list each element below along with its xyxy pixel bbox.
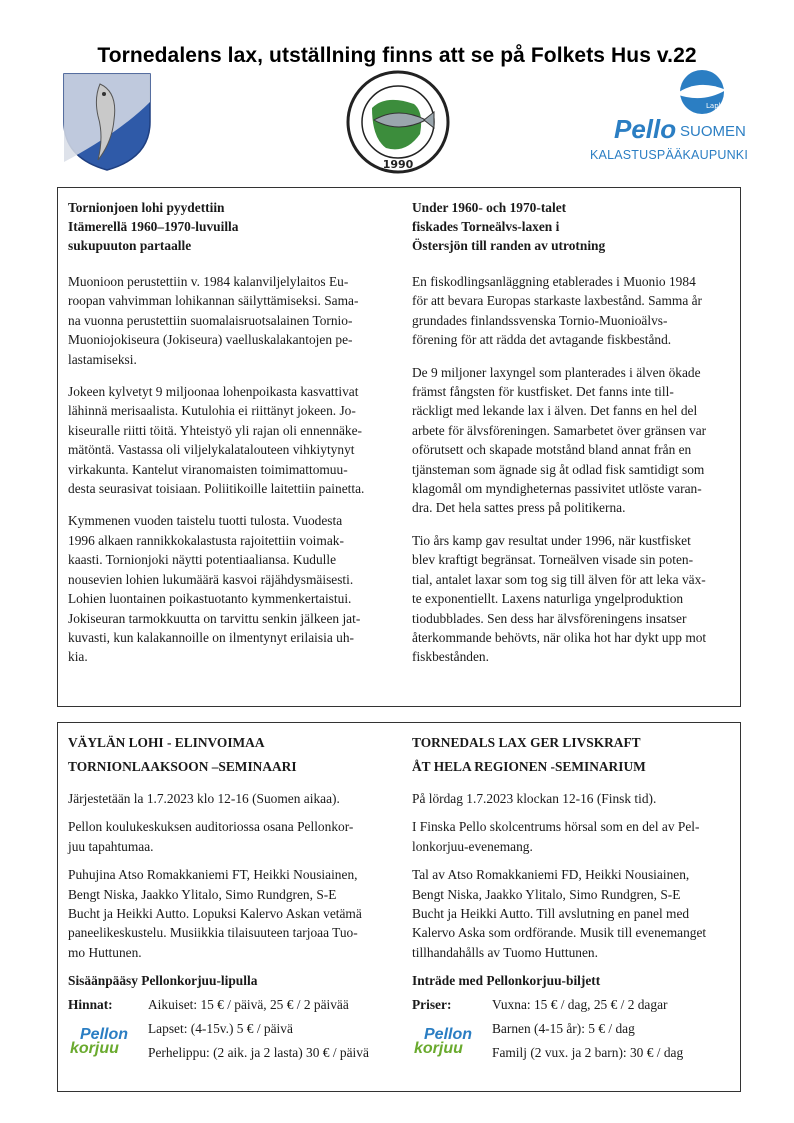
pellonkorjuu-logo: Pellon korjuu	[414, 1025, 473, 1057]
price-family: Familj (2 vux. ja 2 barn): 30 € / dag	[492, 1044, 684, 1060]
paragraph: En fiskodlingsanläggning etablerades i Muonio 1984 för att bevara Europas starkaste laxbestånd. Samma år grundades finlandssvenska Tornio-Muonioälvs- förening för att rädda det avtagande fiskbestånd.	[412, 274, 703, 348]
history-section	[57, 187, 741, 707]
pello-logo	[584, 68, 749, 168]
paragraph: Kymmenen vuoden taistelu tuotti tulosta. Vuodesta 1996 alkaen rannikkokalastusta rajoitettiin voimak- kaasti. Tornionjoki näytti potentiaaliansa. Kudulle nousevien lohien lukumäärä kasvoi räjähdysmäisesti. Lohien luontainen poikastuotanto kymmenkertaistui. Jokiseuran tarmokkuutta on tarvittu senkin jälkeen jat- kuvasti, kun kalakannoille on ilmentynyt erilaisia uh- kia.	[68, 513, 361, 665]
pello-logo-suomen: SUOMEN	[680, 123, 746, 140]
seminar-section	[57, 722, 741, 1092]
price-child: Lapset: (4-15v.) 5 € / päivä	[148, 1020, 293, 1036]
history-swedish-title: Under 1960- och 1970-talet fiskades Torneälvs-laxen i Östersjön till randen av utrotning	[412, 200, 606, 253]
price-adult: Aikuiset: 15 € / päivä, 25 € / 2 päivää	[148, 996, 349, 1012]
pello-logo-word: Pello	[614, 114, 677, 144]
paragraph: Muonioon perustettiin v. 1984 kalanviljelylaitos Eu- roopan vahvimman lohikannan säilyttämiseksi. Sama- na vuonna perustettiin suomalaisruotsalainen Tornio- Muoniojokiseura (Jokiseura) vaelluskalakantojen pe- lastamiseksi.	[68, 274, 359, 367]
seminar-swedish-column	[412, 731, 734, 1067]
pello-fish-label: Lapland	[706, 102, 734, 110]
price-child: Barnen (4-15 år): 5 € / dag	[492, 1020, 635, 1036]
logo-row	[0, 68, 794, 178]
paragraph: Tio års kamp gav resultat under 1996, när kustfisket blev kraftigt begränsat. Torneälven visade sin poten- tial, antalet laxar som tog sig till älven för att leka väx- te exponentiellt. Laxens naturliga yngelproduktion tiodubblades. Sen dess har älvsföreningens insatser återkommande behövts, när olika hot har dykt upp mot fiskbestånden.	[412, 532, 707, 665]
paragraph: Järjestetään la 1.7.2023 klo 12-16 (Suomen aikaa).	[68, 791, 340, 806]
municipal-crest-icon	[60, 72, 154, 172]
paragraph: Pellon koulukeskuksen auditoriossa osana Pellonkor- juu tapahtumaa.	[68, 819, 354, 854]
entry-note: Inträde med Pellonkorjuu-biljett	[412, 973, 601, 989]
price-list	[412, 995, 734, 1067]
salmon-logo-icon	[662, 68, 742, 116]
seminar-finnish-title: VÄYLÄN LOHI - ELINVOIMAA TORNIONLAAKSOON –SEMINAARI	[68, 735, 297, 774]
paragraph: I Finska Pello skolcentrums hörsal som en del av Pel- lonkorjuu-evenemang.	[412, 819, 700, 854]
history-finnish-column	[68, 198, 388, 680]
club-emblem-icon	[336, 68, 460, 176]
history-swedish-column	[412, 198, 732, 680]
history-finnish-title: Tornionjoen lohi pyydettiin Itämerellä 1960–1970-luvuilla sukupuuton partaalle	[68, 200, 239, 253]
seminar-swedish-title: TORNEDALS LAX GER LIVSKRAFT ÅT HELA REGIONEN -SEMINARIUM	[412, 735, 646, 774]
price-adult: Vuxna: 15 € / dag, 25 € / 2 dagar	[492, 996, 668, 1012]
entry-note: Sisäänpääsy Pellonkorjuu-lipulla	[68, 973, 258, 989]
prices-label: Hinnat:	[68, 996, 113, 1012]
paragraph: Puhujina Atso Romakkaniemi FT, Heikki Nousiainen, Bengt Niska, Jaakko Ylitalo, Simo Rundgren, S-E Bucht ja Heikki Autto. Lopuksi Kalervo Askan vetämä paneelikeskustelu. Musiikkia tilaisuuteen tarjoaa Tuo- mo Huttunen.	[68, 867, 362, 960]
paragraph: Jokeen kylvetyt 9 miljoonaa lohenpoikasta kasvattivat lähinnä merisaalista. Kutulohia ei riittänyt jokeen. Jo- kiseuralle riitti töitä. Yhteistyö yli rajan oli ennennäke- mätöntä. Vastassa oli viljelykalatalouteen vihkiytynyt virkakunta. Kantelut viranomaisten toimimattomuu- desta seurasivat toisiaan. Poliitikoille laitettiin painetta.	[68, 384, 365, 497]
price-family: Perhelippu: (2 aik. ja 2 lasta) 30 € / päivä	[148, 1044, 369, 1060]
pellonkorjuu-logo: Pellon korjuu	[70, 1025, 129, 1057]
page-headline: Tornedalens lax, utställning finns att se på Folkets Hus v.22	[97, 44, 697, 67]
paragraph: På lördag 1.7.2023 klockan 12-16 (Finsk tid).	[412, 791, 657, 806]
paragraph: De 9 miljoner laxyngel som planterades i älven ökade främst fångsten för kustfisket. Det fanns inte till- räckligt med lekande lax i älven. Det fanns en hel del arbete för älvsföreningen. Samarbetet över gränsen var oförutsett och skapade motstånd bland annat från en tjänsteman som ägnade sig åt odlad fisk samtidigt som klagomål om myndigheternas passivitet utlöste varan- dra. Det hela sattes press på politikerna.	[412, 364, 707, 516]
emblem-year: 1990	[382, 158, 414, 171]
paragraph: Tal av Atso Romakkaniemi FD, Heikki Nousiainen, Bengt Niska, Jaakko Ylitalo, Simo Rundgren, S-E Bucht ja Heikki Autto. Till avslutning en panel med Kalervo Aska som ordförande. Musik till evenemanget tillhandahålls av Tuomo Huttunen.	[412, 867, 707, 960]
seminar-finnish-column	[68, 731, 398, 1067]
prices-label: Priser:	[412, 996, 452, 1012]
price-list	[68, 995, 398, 1067]
pello-logo-subtitle: KALASTUSPÄÄKAUPUNKI	[590, 148, 749, 162]
